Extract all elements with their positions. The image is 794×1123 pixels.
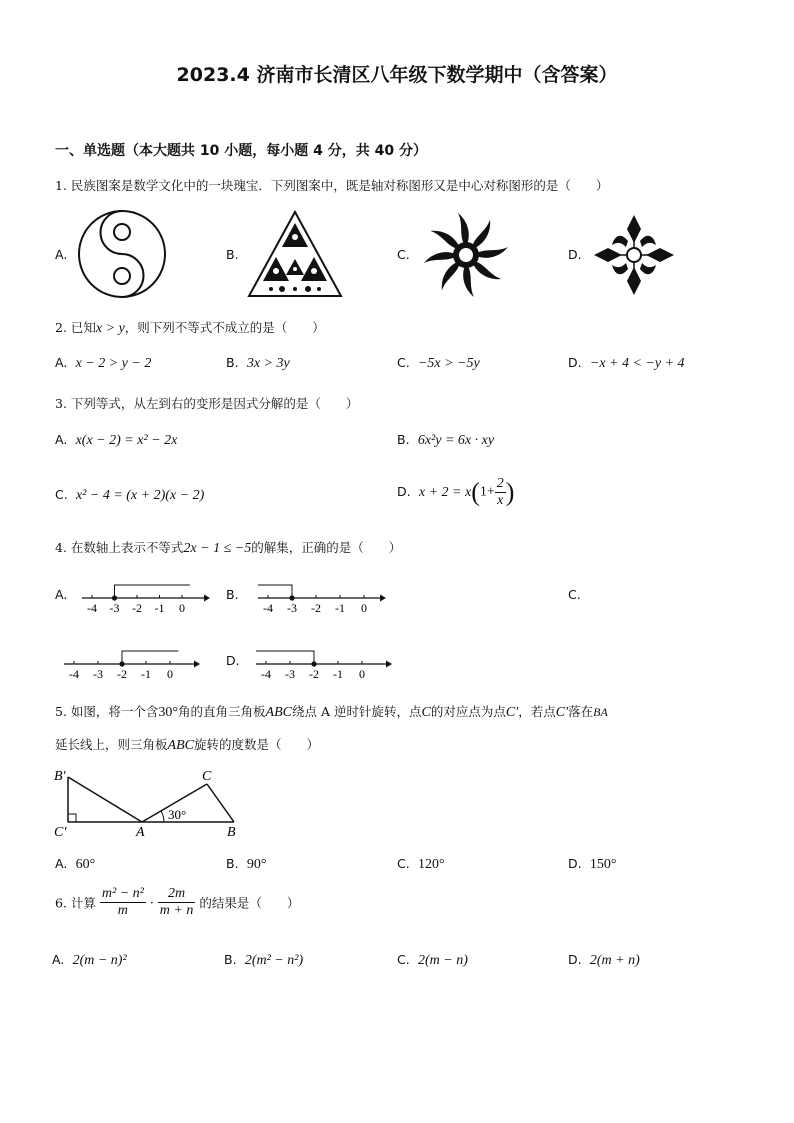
q2-option-a[interactable] <box>55 355 151 372</box>
q6-dot: · <box>149 895 154 910</box>
solution-bracket <box>256 651 314 664</box>
q6-option-d[interactable] <box>568 952 640 969</box>
cross-leaf-pattern[interactable] <box>592 212 676 298</box>
tick-label: -3 <box>93 667 103 681</box>
q6-stem-pre: 6. 计算 <box>55 895 96 911</box>
q4-stem-pre: 4. 在数轴上表示不等式 <box>55 540 184 555</box>
q5-line2-text-c: 旋转的度数是（ ） <box>193 737 319 752</box>
q5-option-d-label: D. <box>568 856 582 871</box>
q6-frac1-den: m <box>117 903 128 918</box>
q5-option-b-text: 90° <box>246 857 267 872</box>
q3-option-c-label: C. <box>55 487 68 502</box>
q6-frac1-num: m² − n² <box>101 886 144 901</box>
label-c-prime: C′ <box>54 825 67 840</box>
q2-stem-pre: 2. 已知 <box>55 320 96 335</box>
q5-option-c-text: 120° <box>417 857 445 872</box>
q5-option-c-label: C. <box>397 856 410 871</box>
section-heading: 一、单选题（本大题共 10 小题，每小题 4 分，共 40 分） <box>55 143 427 159</box>
q5-line2-abc: ABC <box>167 738 194 753</box>
q6-option-b-text: 2(m² − n²) <box>244 953 304 968</box>
q3-option-d-frac-den: x <box>497 493 504 508</box>
q5-line1-text-e: 绕点 A 逆时针旋转，点 <box>291 704 422 719</box>
q3-option-d-text: x + 2 = x <box>418 485 472 500</box>
tick-label: -1 <box>154 601 165 615</box>
question-1-stem: 1. 民族图案是数学文化中的一块瑰宝．下列图案中，既是轴对称图形又是中心对称图形的是（ ） <box>55 178 609 193</box>
q3-option-b[interactable] <box>397 432 494 449</box>
q1-option-a-label: A. <box>55 247 68 262</box>
label-b-prime: B′ <box>54 769 66 784</box>
tick-label: -2 <box>132 601 142 615</box>
question-2-stem <box>55 318 325 337</box>
q5-option-b[interactable] <box>226 856 266 873</box>
label-angle-30: 30° <box>168 807 187 822</box>
q6-option-c[interactable] <box>397 952 468 969</box>
q2-stem-post: ，则下列不等式不成立的是（ ） <box>124 320 325 335</box>
q6-stem-post: 的结果是（ ） <box>199 895 300 911</box>
q2-option-a-label: A. <box>55 355 68 370</box>
q5-line1-ba: BA <box>593 705 608 719</box>
q2-option-d-label: D. <box>568 355 582 370</box>
q5-option-d[interactable] <box>568 856 616 873</box>
q3-option-d-frac-num: 2 <box>496 476 504 491</box>
q5-line1-text-c: 角的直角三角板 <box>178 704 266 719</box>
q3-option-b-text: 6x²y = 6x · xy <box>417 433 495 448</box>
solution-bracket <box>258 585 292 598</box>
q5-option-c[interactable] <box>397 856 445 873</box>
q3-option-d-rparen: ) <box>505 477 515 507</box>
q3-option-d-label: D. <box>397 484 411 499</box>
label-a: A <box>136 825 145 840</box>
q5-option-d-text: 150° <box>589 857 617 872</box>
q3-option-a-label: A. <box>55 432 68 447</box>
q5-option-a-text: 60° <box>75 857 96 872</box>
label-c: C <box>202 769 212 784</box>
axis-arrow <box>380 595 386 602</box>
yin-yang-pattern[interactable] <box>76 208 168 300</box>
q2-option-a-text: x − 2 > y − 2 <box>75 356 152 371</box>
tick-label: -2 <box>117 667 127 681</box>
q5-rotation-figure <box>52 762 252 840</box>
q2-option-b-label: B. <box>226 355 239 370</box>
q4-numberline-b[interactable] <box>256 578 388 616</box>
q5-line1-c-prime-2: C′ <box>555 705 569 720</box>
question-5-stem-line1 <box>55 702 608 721</box>
question-3-stem: 3. 下列等式，从左到右的变形是因式分解的是（ ） <box>55 396 359 411</box>
q2-option-d[interactable] <box>568 355 685 372</box>
q6-option-c-label: C. <box>397 952 410 967</box>
q6-frac2-num: 2m <box>158 886 196 903</box>
q4-option-d-label: D. <box>226 653 240 668</box>
q2-option-c-label: C. <box>397 355 410 370</box>
question-6-stem <box>55 886 299 919</box>
tick-label: -4 <box>87 601 97 615</box>
q6-option-b[interactable] <box>224 952 303 969</box>
q5-line1-c: C <box>421 705 431 720</box>
triangle-pattern[interactable] <box>246 209 344 299</box>
tick-label: -4 <box>69 667 79 681</box>
axis-arrow <box>386 661 392 668</box>
q5-line1-text-a: 5. 如图，将一个含 <box>55 704 159 719</box>
tick-label: 0 <box>361 601 367 615</box>
q6-option-d-text: 2(m + n) <box>589 953 640 968</box>
q1-option-c-label: C. <box>397 247 410 262</box>
q5-option-a-label: A. <box>55 856 68 871</box>
q3-option-d[interactable] <box>397 476 514 509</box>
q1-option-b-label: B. <box>226 247 239 262</box>
tick-label: 0 <box>359 667 365 681</box>
q6-fraction-1 <box>100 886 146 919</box>
q6-option-a-text: 2(m − n)² <box>72 953 127 968</box>
q1-option-d-label: D. <box>568 247 582 262</box>
q6-option-b-label: B. <box>224 952 237 967</box>
page-title: 2023.4 济南市长清区八年级下数学期中（含答案） <box>176 64 618 86</box>
q4-option-c-label: C. <box>568 587 581 602</box>
q5-line1-c-prime: C′ <box>505 705 519 720</box>
q4-option-b-label: B. <box>226 587 239 602</box>
q3-option-a-text: x(x − 2) = x² − 2x <box>75 433 178 448</box>
tick-label: 0 <box>167 667 173 681</box>
endpoint-dot <box>119 661 124 666</box>
q3-option-d-fraction <box>495 476 506 509</box>
q4-numberline-d[interactable] <box>254 644 394 682</box>
q5-line1-text-g: 的对应点为点 <box>430 704 506 719</box>
q4-numberline-a[interactable] <box>80 578 212 616</box>
q2-option-c-text: −5x > −5y <box>417 356 480 371</box>
label-b: B <box>227 825 236 840</box>
q2-option-c[interactable] <box>397 355 480 372</box>
q4-stem-post: 的解集，正确的是（ ） <box>251 540 402 555</box>
tick-label: 0 <box>179 601 185 615</box>
question-5-stem-line2 <box>55 735 319 754</box>
q2-stem-math: x > y <box>95 321 125 336</box>
tick-label: -1 <box>333 667 343 681</box>
q3-option-b-label: B. <box>397 432 410 447</box>
pinwheel-flower-pattern[interactable] <box>420 209 512 301</box>
q5-option-a[interactable] <box>55 856 95 873</box>
axis-arrow <box>204 595 210 602</box>
endpoint-dot <box>311 661 316 666</box>
q3-option-c[interactable] <box>55 487 204 504</box>
q5-line2-text-a: 延长线上，则三角板 <box>55 737 168 752</box>
q3-option-d-lparen: ( <box>471 477 480 507</box>
q3-option-a[interactable] <box>55 432 177 449</box>
q6-option-a[interactable] <box>52 952 127 969</box>
q6-option-d-label: D. <box>568 952 582 967</box>
solution-bracket <box>115 585 190 598</box>
q4-stem-math: 2x − 1 ≤ −5 <box>183 541 252 556</box>
tick-label: -4 <box>261 667 271 681</box>
tick-label: -1 <box>335 601 345 615</box>
question-4-stem <box>55 538 401 557</box>
q5-line1-abc: ABC <box>265 705 292 720</box>
tick-label: -3 <box>285 667 295 681</box>
q4-numberline-c[interactable] <box>62 644 202 682</box>
q6-fraction-2 <box>158 886 196 919</box>
q5-option-b-label: B. <box>226 856 239 871</box>
endpoint-dot <box>112 595 117 600</box>
q2-option-d-text: −x + 4 < −y + 4 <box>589 356 685 371</box>
q6-option-a-label: A. <box>52 952 65 967</box>
q3-option-c-text: x² − 4 = (x + 2)(x − 2) <box>75 488 205 503</box>
q4-option-a-label: A. <box>55 587 68 602</box>
tick-label: -2 <box>309 667 319 681</box>
q3-option-d-one: 1+ <box>479 484 495 500</box>
q2-option-b[interactable] <box>226 355 290 372</box>
q5-line1-angle: 30° <box>158 705 179 720</box>
tick-label: -2 <box>311 601 321 615</box>
q6-option-c-text: 2(m − n) <box>417 953 468 968</box>
tick-label: -3 <box>287 601 297 615</box>
q2-option-b-text: 3x > 3y <box>246 356 290 371</box>
tick-label: -4 <box>263 601 273 615</box>
tick-label: -1 <box>141 667 151 681</box>
q5-line1-text-k: 落在 <box>568 704 594 719</box>
axis-arrow <box>194 661 200 668</box>
tick-label: -3 <box>109 601 120 615</box>
q5-line1-text-i: ，若点 <box>518 704 556 719</box>
endpoint-dot <box>289 595 294 600</box>
q6-frac2-den: m + n <box>159 903 194 918</box>
